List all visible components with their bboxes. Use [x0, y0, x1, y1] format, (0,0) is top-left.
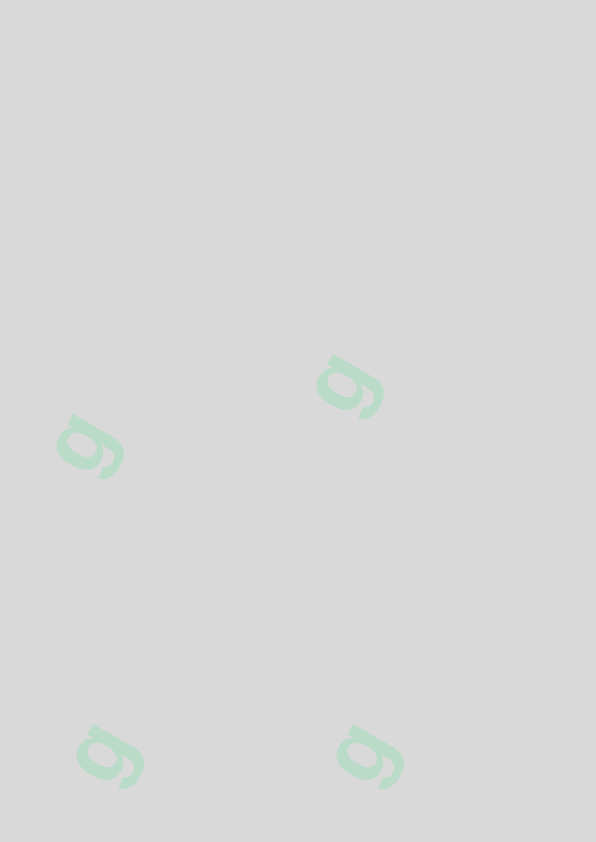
svg-text:g: g — [40, 702, 155, 800]
svg-text:g: g — [280, 332, 395, 430]
svg-text:g: g — [20, 392, 135, 490]
document-page — [60, 58, 538, 103]
svg-text:g: g — [300, 702, 415, 800]
